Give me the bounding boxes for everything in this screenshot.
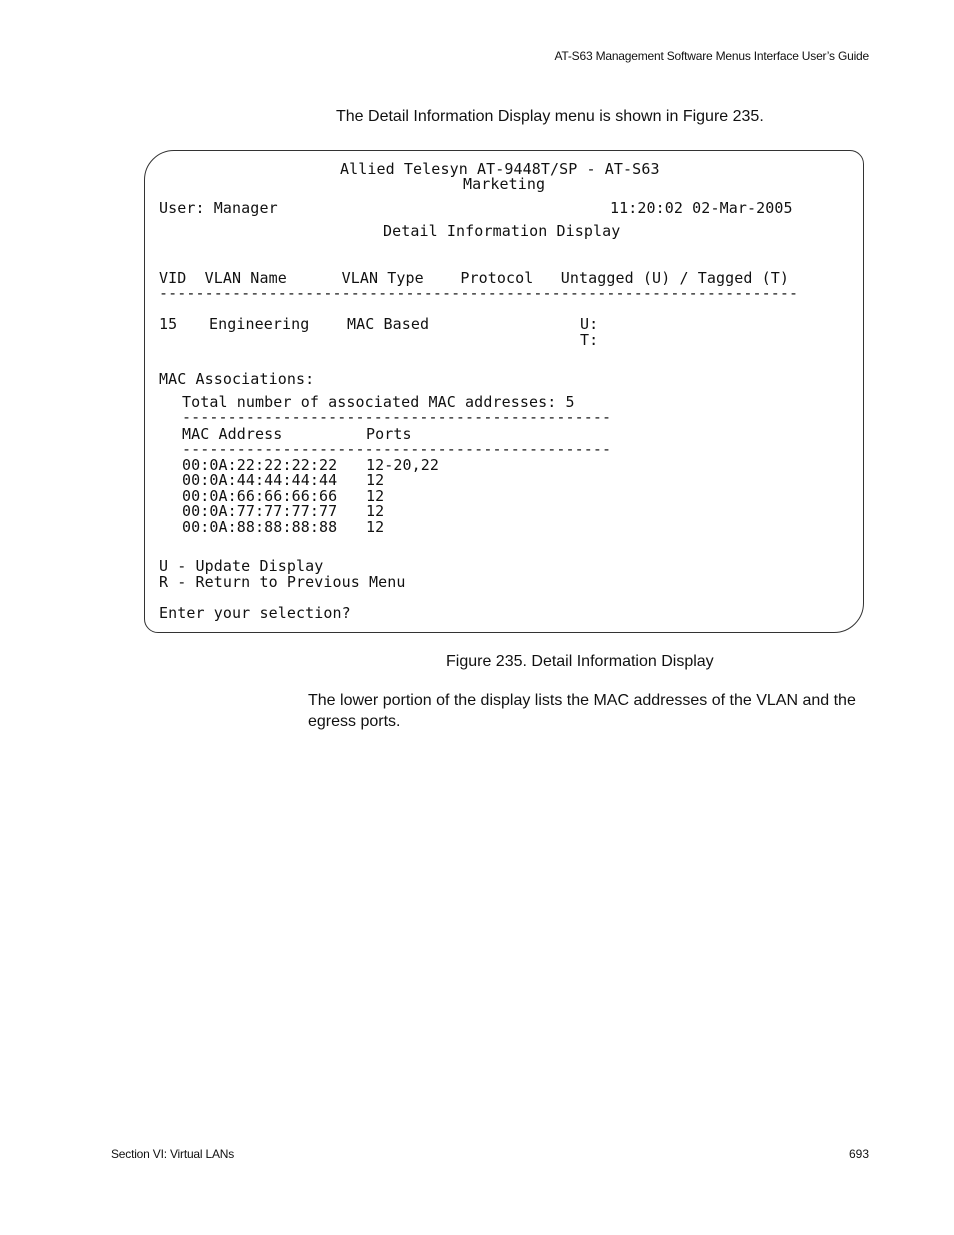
footer-section: Section VI: Virtual LANs: [111, 1147, 235, 1161]
mac-total-line: Total number of associated MAC addresses: 5: [182, 393, 575, 411]
vlan-name: Engineering: [209, 315, 310, 333]
mac-address: 00:0A:77:77:77:77: [182, 502, 338, 520]
mac-address: 00:0A:22:22:22:22: [182, 456, 338, 474]
vlan-table-rule: ----------------------------------------------------------------------: [159, 284, 799, 302]
vlan-type: MAC Based: [347, 315, 430, 333]
mac-address: 00:0A:44:44:44:44: [182, 471, 338, 489]
mac-ports: 12: [366, 487, 385, 505]
vlan-table-header: VID VLAN Name VLAN Type Protocol Untagged (U) / Tagged (T): [159, 269, 790, 287]
intro-text: The Detail Information Display menu is shown in Figure 235.: [336, 108, 764, 125]
option-update-display[interactable]: U - Update Display: [159, 557, 324, 575]
mac-address: 00:0A:66:66:66:66: [182, 487, 338, 505]
mac-associations-title: MAC Associations:: [159, 370, 315, 388]
system-name: Allied Telesyn AT-9448T/SP - AT-S63: [340, 160, 660, 178]
mac-col-ports: Ports: [366, 425, 412, 443]
vlan-tagged: T:: [580, 331, 599, 349]
mac-col-address: MAC Address: [182, 425, 283, 443]
menu-title: Detail Information Display: [383, 222, 621, 240]
option-return-previous[interactable]: R - Return to Previous Menu: [159, 573, 406, 591]
mac-address: 00:0A:88:88:88:88: [182, 518, 338, 536]
mac-rule-top: -----------------------------------------------: [182, 408, 612, 426]
mac-ports: 12: [366, 471, 385, 489]
vlan-untagged: U:: [580, 315, 599, 333]
system-location: Marketing: [463, 175, 546, 193]
user-line: User: Manager: [159, 199, 278, 217]
running-header: AT-S63 Management Software Menus Interface User’s Guide: [554, 49, 869, 63]
figure-caption: Figure 235. Detail Information Display: [446, 653, 714, 670]
mac-ports: 12: [366, 502, 385, 520]
page-number: 693: [848, 1147, 869, 1161]
timestamp: 11:20:02 02-Mar-2005: [610, 199, 793, 217]
body-paragraph: The lower portion of the display lists the MAC addresses of the VLAN and the egress ports.: [308, 692, 856, 730]
mac-ports: 12: [366, 518, 385, 536]
mac-rule-bottom: -----------------------------------------------: [182, 440, 612, 458]
terminal-screen: [144, 150, 864, 633]
mac-ports: 12-20,22: [366, 456, 440, 474]
vlan-vid: 15: [159, 315, 178, 333]
selection-prompt[interactable]: Enter your selection?: [159, 604, 351, 622]
